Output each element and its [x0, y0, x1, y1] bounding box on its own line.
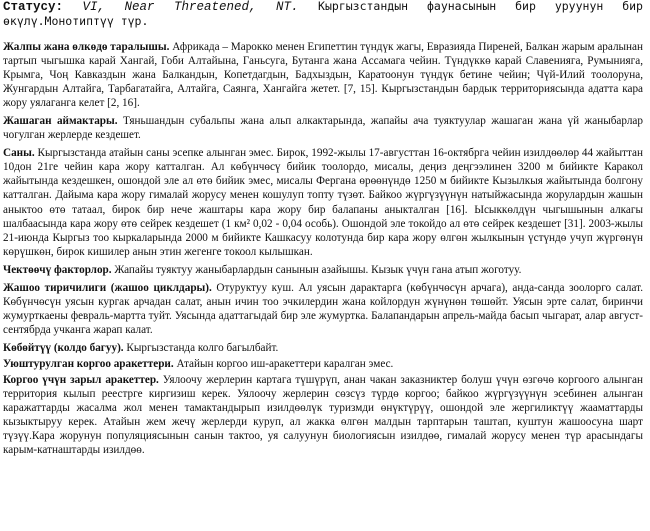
status-section — [3, 0, 643, 29]
breeding-heading: Көбөйтүү (колдо багуу). — [3, 341, 124, 354]
protection-heading: Коргоо үчүн зарыл аракеттер. — [3, 374, 159, 387]
breeding-section — [3, 341, 643, 355]
status-value: VI, Near Threatened, NT. — [82, 0, 299, 14]
research-heading: Уюштурулган коргоо аракеттери. — [3, 357, 174, 370]
status-heading: Статусу: — [3, 0, 64, 14]
habitat-section — [3, 114, 643, 142]
protection-section — [3, 373, 643, 457]
number-text: Кыргызстанда атайын саны эсепке алынган эмес. Бирок, 1992-жылы 17-августтан 16-октябрга чейин изилдөөлөр 44 жайыттан 10дон 21ге чейин кара жору катталган. Ал көбүнчөсү бийик тоолордо, мисалы, деңиз деңгээлинен 3200 м бийикте Каракол жайытында кездешкен, ошондой эле ал өтө бийик эмес, мисалы Фергана өрөөнүндө 1250 м бийикте Кызылкыя жайытында болгону катталган. Дайыма кара жору гималай жорусу менен кошулуп топту түзөт. Байкоо жүргүзүүнүн натыйжасында жорулардын жашын аныктоо өтө татаал, бирок бир нече жаштары кара жору бир балапаны аныкталган [16]. Ысыккөлдүн чыгышынын алкагы шалбаасында кара жору өтө сейрек кездешет (1 км² 0,02 - 0,04 особь). Ошондой эле токойдо ал өтө сейрек кездешет [31]. 2003-жылы 21-июнда Кыргыз тоо кыркаларында 2000 м бийикте Кашкасуу колотунда бир кара жору өлгөн жылкынын үстүндө учуп жүргөнүн көрүшкөн, бирок кишилер анын этин жегенге токоол кылышкан. — [3, 147, 644, 258]
distribution-section — [3, 40, 643, 110]
habitat-text: Тяньшандын субальпы жана альп алкактарында, жапайы ача туяктуулар жашаган жана үй жаныбарлар чогулган жерлерде кездешет. — [3, 115, 643, 142]
breeding-text: Кыргызстанда колго багылбайт. — [126, 341, 279, 354]
research-text: Атайын коргоо иш-аракеттери каралган эмес. — [176, 357, 394, 370]
distribution-text: Африкада – Марокко менен Египеттин түндүк жагы, Евразияда Пиреней, Балкан жарым аралынан тартып чыгышка карай Хангай, Гоби Алтайына, Ганьсуга, Бутанга жана Ассамага чейин. Түндүккө карай Славенияга, Румынияга, Крымга, Чоң Кавказдын жана Балкандын, Копетдагдын, Бадхыздын, Каратоонун түндүк бетине чейин; Чүй-Илий тоолоруна, Жунгардын Алтайга, Тарбагатайга, Алтайга, Саянга, Хангайга жетет. [7, 15]. Кыргызстандын бардык территориясында адатта кара жору уялаганга келет [2, 16]. — [3, 41, 643, 110]
lifecycle-text: Отуруктуу куш. Ал уясын дарактарга (көбүнчөсүн арчага), анда-санда зоолорго салат. Көбүнчөсүн уясын кургак арчадан салат, анын ичин тоо эчкилердин жана койлордун жүнүнөн төшөйт. Уясын эрте салат, биринчи жумурткаены февраль-мартта туйт. Уясында адаттагыдай бир эле жумуртка. Балапандарын апрель-майда басып чыгарат, алар август-сентябрда учканга жарап калат. — [3, 281, 643, 336]
factors-text: Жапайы туяктуу жаныбарлардын санынын азайышы. Кызык үчүн гана атып жоготуу. — [114, 263, 522, 276]
lifecycle-section — [3, 281, 643, 337]
protection-text: Уялоочу жерлерин картага түшүрүп, анан чакан заказниктер болуш үчүн өзгөчө коргоого алынган территория кылып реестрге киргизиш керек. Уялоочу жерлерин сөзсүз түрдө коргоо; байкоо жүргүзүүнүн эсебинен алынган каражаттарды жасалма жол менен тамактандырып изилдөөлүк туризмди өнүктүрүү, ошондой эле жергиликтүү жааматтарды кызыктыруу керек. Атайын жем жечү жерлерди куруп, ал жакка өлгөн малдын тарптарын таштап, куштун жашоосуна шарт түзүү.Кара жорунун популяциясынын санын тактоо, уя салуунун биологиясын изилдөө, гималай жорусу менен түр арасындагы карым-катнаштарды изилдөө. — [3, 374, 643, 457]
factors-heading: Чектөөчү факторлор. — [3, 263, 112, 276]
status-text: Кыргызстандын фаунасынын бир уруунун бир өкүлү.Монотиптүү түр. — [3, 0, 643, 28]
document-page — [3, 0, 643, 457]
lifecycle-heading: Жашоо тиричилиги (жашоо циклдары). — [3, 281, 212, 294]
distribution-heading: Жалпы жана өлкөдө таралышы. — [3, 41, 170, 53]
number-heading: Саны. — [3, 147, 35, 160]
factors-section — [3, 263, 643, 277]
research-section — [3, 357, 643, 371]
number-section — [3, 146, 643, 258]
habitat-heading: Жашаган аймактары. — [3, 115, 118, 128]
